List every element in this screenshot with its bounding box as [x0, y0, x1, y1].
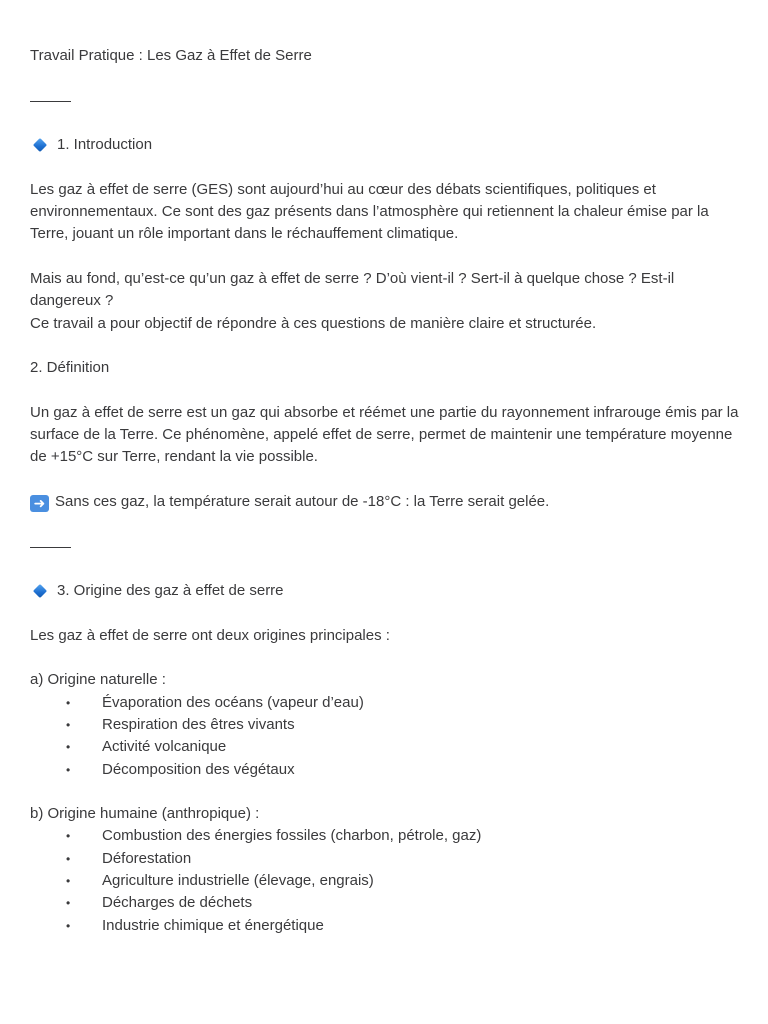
- list-item: • Combustion des énergies fossiles (charbon, pétrole, gaz): [30, 825, 745, 847]
- intro-paragraph-1: Les gaz à effet de serre (GES) sont aujourd’hui au cœur des débats scientifiques, politiques et environnementaux. Ce sont des gaz présents dans l’atmosphère qui retiennent la chaleur émise par la Terre, jouant un rôle important dans le réchauffement climatique.: [30, 180, 709, 243]
- spacer: [30, 469, 745, 491]
- natural-origin-label: a) Origine naturelle :: [30, 671, 166, 689]
- right-arrow-icon: ➜: [30, 495, 49, 512]
- human-origin-list: [30, 825, 745, 936]
- list-item: • Industrie chimique et énergétique: [30, 915, 745, 937]
- definition-note: [30, 491, 745, 513]
- list-item: • Agriculture industrielle (élevage, engrais): [30, 870, 745, 892]
- separator-line: [30, 90, 745, 112]
- spacer: [30, 647, 745, 669]
- list-item: • Déforestation: [30, 848, 745, 870]
- note-text: Sans ces gaz, la température serait autour de -18°C : la Terre serait gelée.: [55, 492, 550, 510]
- document-body: [30, 45, 745, 937]
- section-heading-origin: [30, 580, 745, 602]
- origin-intro: Les gaz à effet de serre ont deux origines principales :: [30, 626, 390, 644]
- separator-line: [30, 536, 745, 558]
- list-item: • Décomposition des végétaux: [30, 759, 745, 781]
- spacer: [30, 156, 745, 178]
- list-item: • Évaporation des océans (vapeur d’eau): [30, 692, 745, 714]
- spacer: [30, 558, 745, 580]
- natural-origin-list: [30, 692, 745, 781]
- spacer: [30, 67, 745, 89]
- spacer: [30, 602, 745, 624]
- list-item: • Activité volcanique: [30, 736, 745, 758]
- human-origin-label: b) Origine humaine (anthropique) :: [30, 805, 260, 823]
- spacer: [30, 246, 745, 268]
- spacer: [30, 112, 745, 134]
- blue-diamond-icon: [33, 584, 47, 598]
- blue-diamond-icon: [33, 138, 47, 152]
- spacer: [30, 781, 745, 803]
- spacer: [30, 513, 745, 535]
- list-item: • Respiration des êtres vivants: [30, 714, 745, 736]
- spacer: [30, 379, 745, 401]
- intro-paragraph-3: Ce travail a pour objectif de répondre à ces questions de manière claire et structurée.: [30, 314, 597, 332]
- heading-text: 3. Origine des gaz à effet de serre: [57, 582, 284, 600]
- section-heading-introduction: [30, 134, 745, 156]
- section-heading-definition: 2. Définition: [30, 359, 110, 377]
- heading-text: 1. Introduction: [57, 136, 153, 154]
- document-title: Travail Pratique : Les Gaz à Effet de Serre: [30, 47, 312, 64]
- list-item: • Décharges de déchets: [30, 892, 745, 914]
- definition-paragraph: Un gaz à effet de serre est un gaz qui absorbe et réémet une partie du rayonnement infrarouge émis par la surface de la Terre. Ce phénomène, appelé effet de serre, permet de maintenir une température moyenne de +15°C sur Terre, rendant la vie possible.: [30, 403, 739, 466]
- spacer: [30, 335, 745, 357]
- intro-paragraph-2: Mais au fond, qu’est-ce qu’un gaz à effet de serre ? D’où vient-il ? Sert-il à quelque chose ? Est-il dangereux ?: [30, 269, 675, 310]
